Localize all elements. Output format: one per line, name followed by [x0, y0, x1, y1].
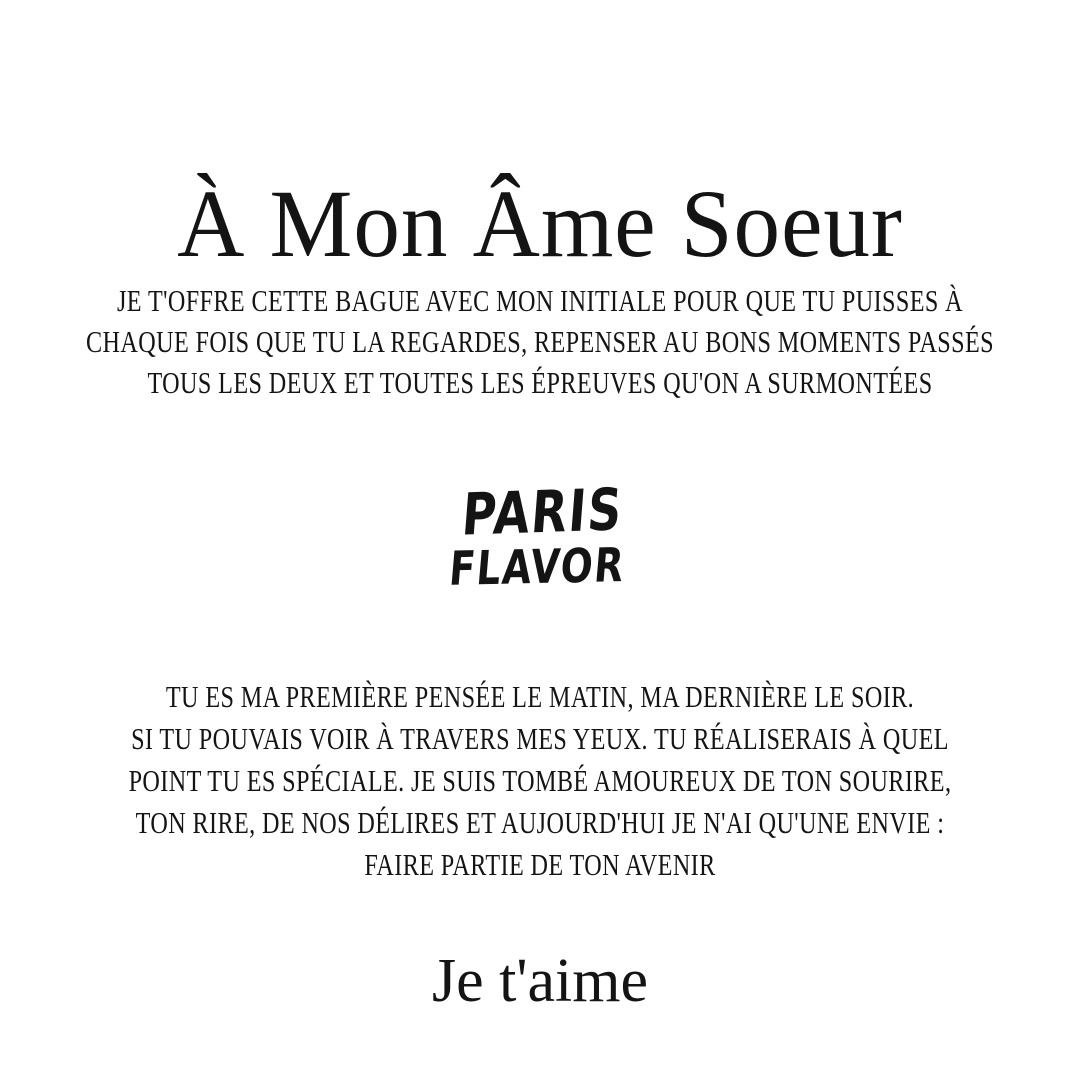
logo-word-flavor: FLAVOR [447, 538, 628, 597]
paragraph-line: TU ES MA PREMIÈRE PENSÉE LE MATIN, MA DERNIÈRE LE SOIR. [165, 679, 915, 714]
paragraph-line: POINT TU ES SPÉCIALE. JE SUIS TOMBÉ AMOUREUX DE TON SOURIRE, [128, 763, 952, 798]
paragraph-line: TOUS LES DEUX ET TOUTES LES ÉPREUVES QU'ON A SURMONTÉES [147, 365, 933, 400]
closing-text: Je t'aime [431, 947, 649, 1015]
message-paragraph-top [56, 280, 1023, 403]
message-paragraph-bottom [56, 676, 1023, 886]
paragraph-line: FAIRE PARTIE DE TON AVENIR [364, 847, 716, 882]
paragraph-line: TON RIRE, DE NOS DÉLIRES ET AUJOURD'HUI JE N'AI QU'UNE ENVIE : [135, 805, 945, 840]
logo-word-paris: PARIS [459, 475, 626, 549]
paragraph-line: SI TU POUVAIS VOIR À TRAVERS MES YEUX. TU RÉALISERAIS À QUEL [131, 721, 949, 756]
card-title: À Mon Âme Soeur [177, 170, 903, 278]
paragraph-line: JE T'OFFRE CETTE BAGUE AVEC MON INITIALE POUR QUE TU PUISSES À [116, 283, 964, 318]
paris-flavor-logo [295, 475, 786, 597]
paragraph-line: CHAQUE FOIS QUE TU LA REGARDES, REPENSER AU BONS MOMENTS PASSÉS [86, 324, 994, 359]
